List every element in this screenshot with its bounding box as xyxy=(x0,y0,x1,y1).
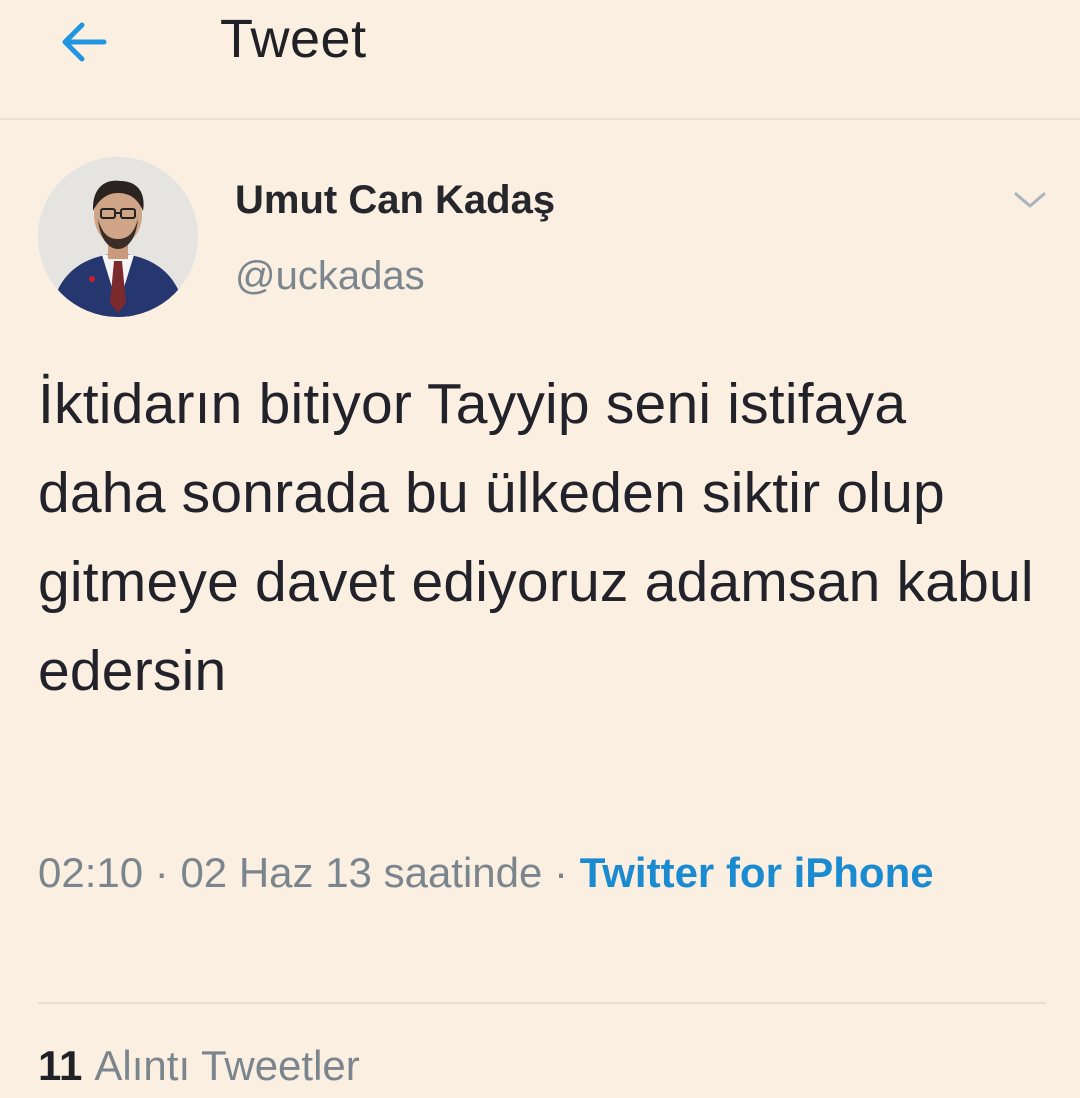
meta-separator: · xyxy=(154,849,169,896)
top-bar xyxy=(0,0,1080,120)
quote-count: 11 xyxy=(38,1042,83,1089)
tweet-meta xyxy=(38,840,1048,906)
user-avatar-image xyxy=(38,157,198,317)
tweet-source-link[interactable]: Twitter for iPhone xyxy=(579,849,934,896)
tweet-text: İktidarın bitiyor Tayyip seni istifaya daha sonrada bu ülkeden siktir olup gitmeye davet ediyoruz adamsan kabul edersin xyxy=(38,372,1034,703)
arrow-left-icon xyxy=(58,16,110,68)
page-title: Tweet xyxy=(220,9,367,69)
author-name[interactable]: Umut Can Kadaş xyxy=(235,178,556,222)
quote-tweets-link[interactable] xyxy=(38,1042,360,1090)
author-handle[interactable]: @uckadas xyxy=(235,254,425,298)
back-button[interactable] xyxy=(52,10,116,74)
tweet-date: 02 Haz 13 saatinde xyxy=(180,849,543,896)
chevron-down-icon xyxy=(1013,190,1047,210)
tweet-menu-button[interactable] xyxy=(1006,180,1054,220)
avatar[interactable] xyxy=(38,157,198,317)
divider xyxy=(38,1002,1046,1004)
quote-label: Alıntı Tweetler xyxy=(94,1042,360,1089)
tweet-time: 02:10 xyxy=(38,849,144,896)
meta-separator: · xyxy=(554,849,569,896)
